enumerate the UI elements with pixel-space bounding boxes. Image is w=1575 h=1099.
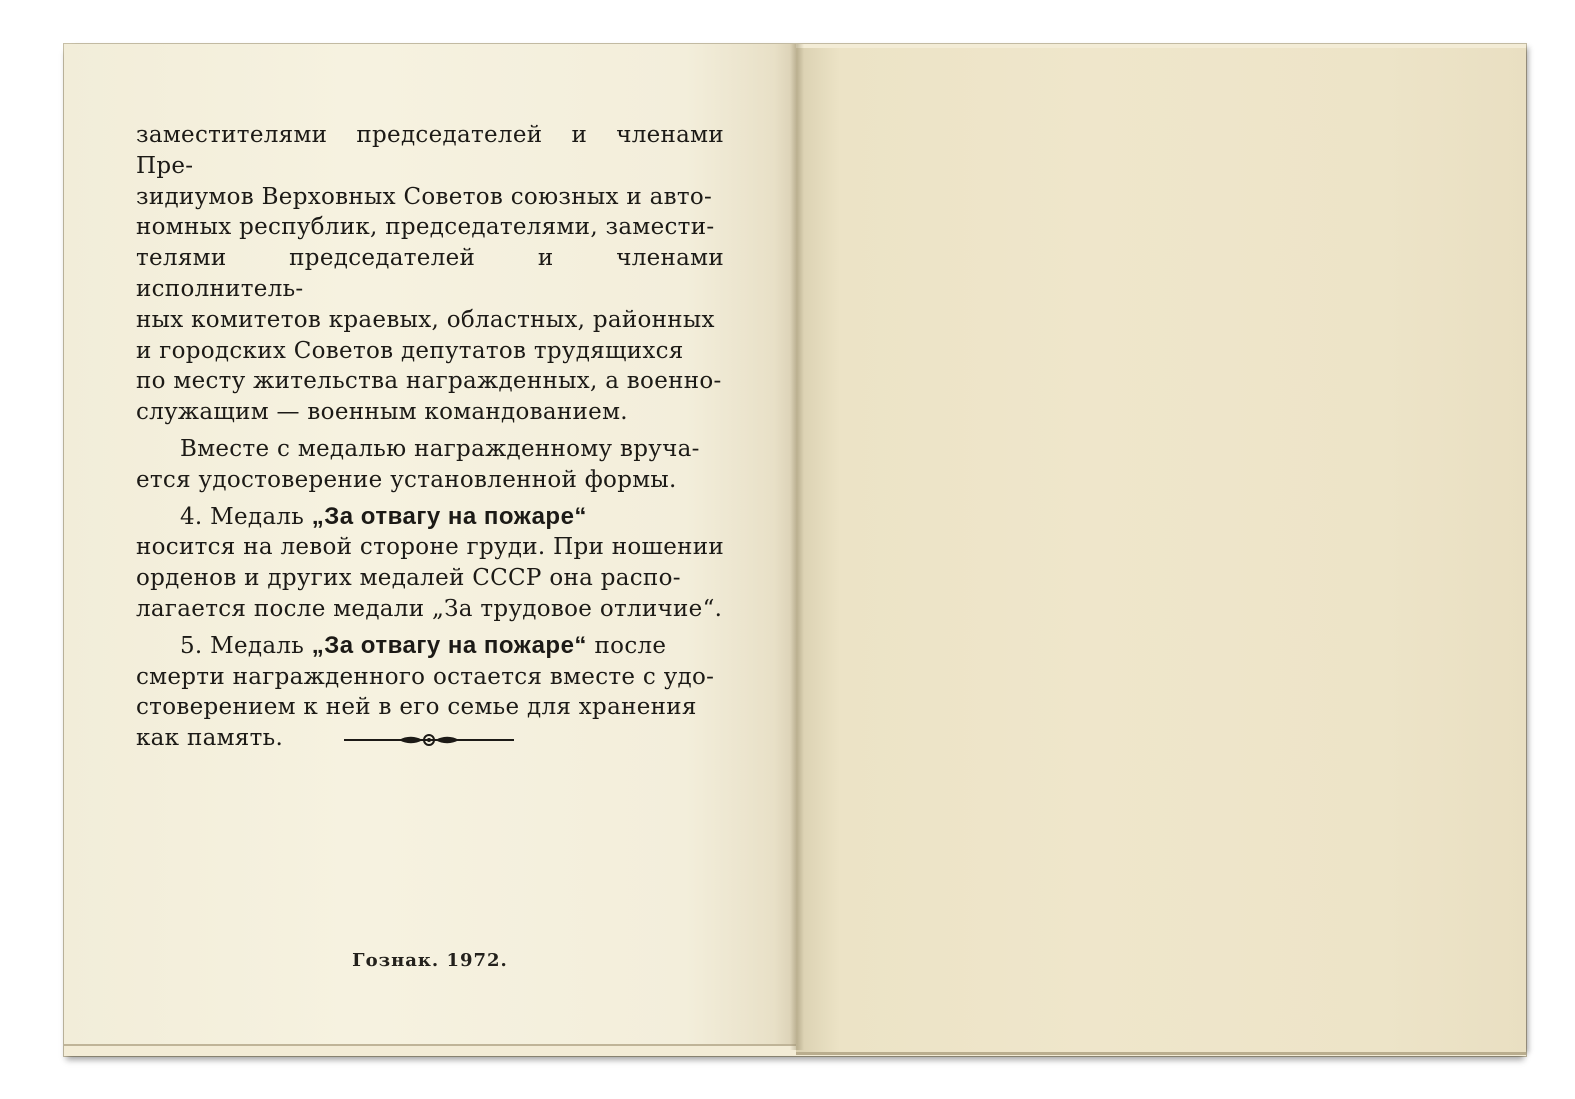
medal-name-bold: „За отвагу на пожаре“	[311, 502, 587, 530]
open-booklet	[64, 44, 1526, 1056]
paragraph-1	[136, 120, 724, 428]
booklet-spine	[790, 44, 804, 1050]
item-prefix: 5. Медаль	[180, 632, 312, 659]
text-line: стоверением к ней в его семье для хранения	[136, 694, 697, 721]
right-page-blank	[796, 48, 1526, 1055]
text-line: и городских Советов депутатов трудящихся	[136, 337, 684, 364]
text-line: номных республик, председателями, замести-	[136, 214, 715, 241]
item-suffix: после	[586, 632, 667, 659]
left-page	[64, 44, 796, 1046]
text-line: ется удостоверение установленной формы.	[136, 466, 677, 493]
text-line: носится на левой стороне груди. При ношении	[136, 534, 725, 561]
item-prefix: 4. Медаль	[180, 503, 312, 530]
text-line: Вместе с медалью награжденному вруча-	[180, 435, 700, 462]
text-line: зидиумов Верховных Советов союзных и авто-	[136, 183, 713, 210]
medal-name-bold: „За отвагу на пожаре“	[311, 631, 587, 659]
text-line: орденов и других медалей СССР она распо-	[136, 565, 681, 592]
ornament-divider	[344, 732, 514, 748]
text-line: телями председателей и членами исполнитель-	[136, 245, 724, 302]
text-line: смерти награжденного остается вместе с удо-	[136, 663, 715, 690]
text-line: по месту жительства награжденных, а военно-	[136, 368, 722, 395]
paragraph-2	[136, 434, 724, 496]
text-line: ных комитетов краевых, областных, районных	[136, 306, 715, 333]
text-line: служащим — военным командованием.	[136, 399, 628, 426]
text-line: лагается после медали „За трудовое отличие“.	[136, 595, 723, 622]
paragraph-3	[136, 502, 724, 625]
printer-imprint: Гознак. 1972.	[352, 950, 508, 971]
text-line: заместителями председателей и членами Пре-	[136, 122, 724, 179]
text-line: как память.	[136, 725, 284, 752]
left-page-text	[136, 120, 724, 760]
